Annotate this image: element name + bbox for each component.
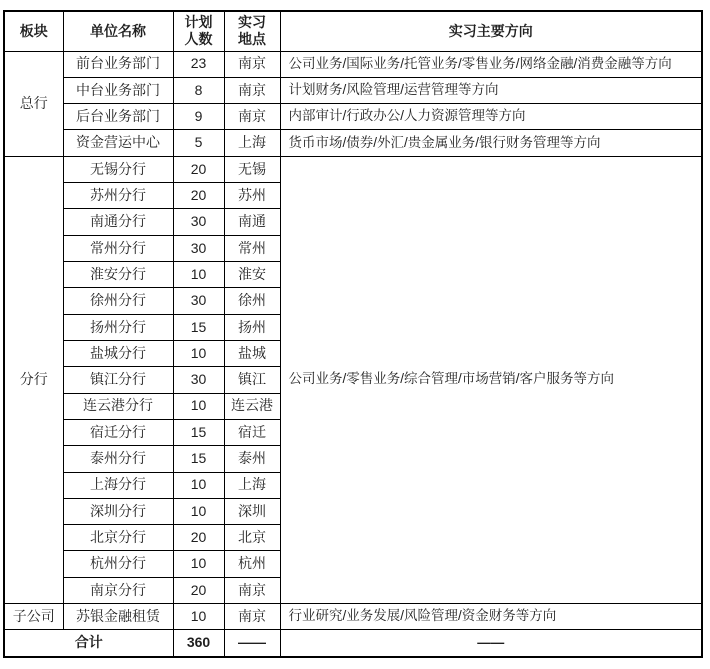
location-cell: 南京 [224, 577, 280, 603]
unit-cell: 泰州分行 [63, 446, 173, 472]
unit-cell: 南通分行 [63, 209, 173, 235]
unit-cell: 镇江分行 [63, 367, 173, 393]
location-cell: 北京 [224, 525, 280, 551]
header-block: 板块 [4, 11, 63, 51]
location-cell: 杭州 [224, 551, 280, 577]
unit-cell: 深圳分行 [63, 498, 173, 524]
header-count: 计划 人数 [173, 11, 224, 51]
unit-cell: 南京分行 [63, 577, 173, 603]
total-count-cell: 360 [173, 630, 224, 657]
location-cell: 常州 [224, 235, 280, 261]
block-cell-subsidiary: 子公司 [4, 604, 63, 630]
total-label-cell: 合计 [4, 630, 173, 657]
total-row [4, 630, 702, 657]
unit-cell: 中台业务部门 [63, 77, 173, 103]
header-unit: 单位名称 [63, 11, 173, 51]
unit-cell: 扬州分行 [63, 314, 173, 340]
count-cell: 15 [173, 314, 224, 340]
unit-cell: 常州分行 [63, 235, 173, 261]
count-cell: 20 [173, 577, 224, 603]
table-row [4, 104, 702, 130]
unit-cell: 北京分行 [63, 525, 173, 551]
location-cell: 淮安 [224, 262, 280, 288]
location-cell: 连云港 [224, 393, 280, 419]
internship-plan-table [3, 10, 703, 658]
location-cell: 宿迁 [224, 419, 280, 445]
direction-cell: 内部审计/行政办公/人力资源管理等方向 [280, 104, 702, 130]
table-row [4, 130, 702, 156]
count-cell: 30 [173, 235, 224, 261]
unit-cell: 淮安分行 [63, 262, 173, 288]
unit-cell: 连云港分行 [63, 393, 173, 419]
location-cell: 无锡 [224, 156, 280, 182]
location-cell: 南京 [224, 604, 280, 630]
unit-cell: 上海分行 [63, 472, 173, 498]
direction-cell-branches: 公司业务/零售业务/综合管理/市场营销/客户服务等方向 [280, 156, 702, 603]
location-cell: 上海 [224, 472, 280, 498]
direction-cell: 计划财务/风险管理/运营管理等方向 [280, 77, 702, 103]
table-row [4, 77, 702, 103]
unit-cell: 盐城分行 [63, 340, 173, 366]
location-cell: 泰州 [224, 446, 280, 472]
count-cell: 10 [173, 340, 224, 366]
header-direction: 实习主要方向 [280, 11, 702, 51]
count-cell: 20 [173, 183, 224, 209]
location-cell: 苏州 [224, 183, 280, 209]
count-cell: 23 [173, 51, 224, 77]
count-cell: 30 [173, 367, 224, 393]
unit-cell: 宿迁分行 [63, 419, 173, 445]
location-cell: 上海 [224, 130, 280, 156]
direction-cell: 公司业务/国际业务/托管业务/零售业务/网络金融/消费金融等方向 [280, 51, 702, 77]
count-cell: 30 [173, 209, 224, 235]
table-row [4, 604, 702, 630]
block-cell-branches: 分行 [4, 156, 63, 603]
count-cell: 10 [173, 262, 224, 288]
unit-cell: 苏银金融租赁 [63, 604, 173, 630]
location-cell: 镇江 [224, 367, 280, 393]
unit-cell: 杭州分行 [63, 551, 173, 577]
count-cell: 10 [173, 393, 224, 419]
total-location-cell: —— [224, 630, 280, 657]
count-cell: 15 [173, 419, 224, 445]
count-cell: 30 [173, 288, 224, 314]
unit-cell: 后台业务部门 [63, 104, 173, 130]
header-row [4, 11, 702, 51]
total-direction-cell: —— [280, 630, 702, 657]
block-cell-head-office: 总行 [4, 51, 63, 156]
location-cell: 扬州 [224, 314, 280, 340]
table-row [4, 51, 702, 77]
direction-cell: 行业研究/业务发展/风险管理/资金财务等方向 [280, 604, 702, 630]
location-cell: 南通 [224, 209, 280, 235]
unit-cell: 资金营运中心 [63, 130, 173, 156]
unit-cell: 前台业务部门 [63, 51, 173, 77]
count-cell: 10 [173, 551, 224, 577]
unit-cell: 苏州分行 [63, 183, 173, 209]
location-cell: 盐城 [224, 340, 280, 366]
location-cell: 深圳 [224, 498, 280, 524]
count-cell: 8 [173, 77, 224, 103]
count-cell: 9 [173, 104, 224, 130]
table-row [4, 156, 702, 182]
unit-cell: 无锡分行 [63, 156, 173, 182]
count-cell: 20 [173, 156, 224, 182]
location-cell: 南京 [224, 51, 280, 77]
location-cell: 南京 [224, 104, 280, 130]
count-cell: 15 [173, 446, 224, 472]
count-cell: 5 [173, 130, 224, 156]
count-cell: 10 [173, 604, 224, 630]
unit-cell: 徐州分行 [63, 288, 173, 314]
location-cell: 徐州 [224, 288, 280, 314]
header-location: 实习 地点 [224, 11, 280, 51]
count-cell: 20 [173, 525, 224, 551]
count-cell: 10 [173, 498, 224, 524]
count-cell: 10 [173, 472, 224, 498]
direction-cell: 货币市场/债券/外汇/贵金属业务/银行财务管理等方向 [280, 130, 702, 156]
location-cell: 南京 [224, 77, 280, 103]
